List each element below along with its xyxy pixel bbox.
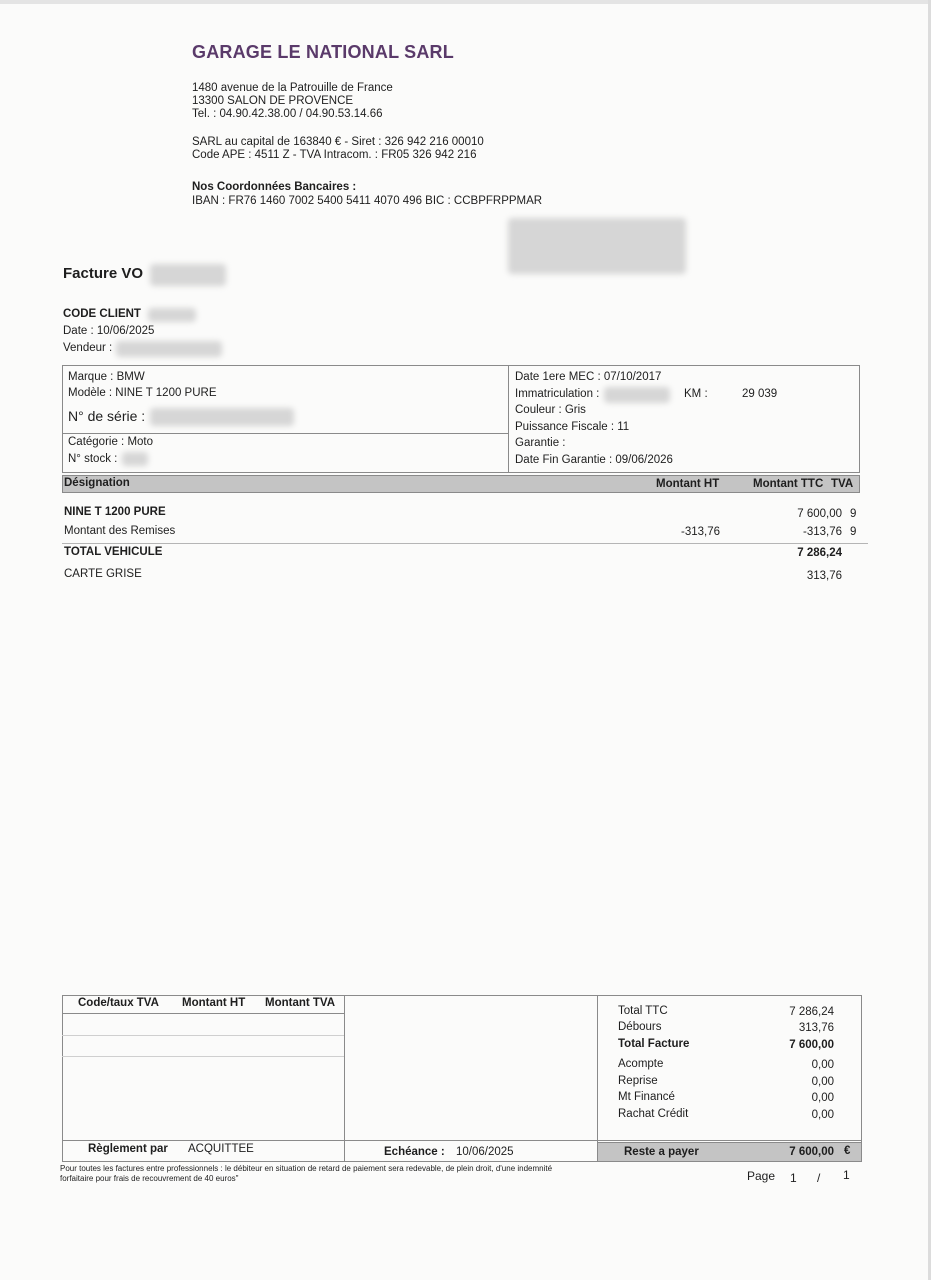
vehicle-garantie: Garantie : <box>515 437 566 449</box>
total-label: Total TTC <box>618 1005 668 1017</box>
line-ttc: -313,76 <box>802 526 842 538</box>
tva-row-line <box>62 1056 344 1057</box>
total-label: Rachat Crédit <box>618 1108 689 1120</box>
vehicle-km-label: KM : <box>684 388 708 400</box>
line-designation: TOTAL VEHICULE <box>64 546 163 558</box>
reste-value: 7 600,00 <box>789 1146 834 1158</box>
line-ttc: 313,76 <box>806 570 842 582</box>
tva-header-line <box>62 1013 344 1014</box>
vehicle-modele: Modèle : NINE T 1200 PURE <box>68 387 217 399</box>
vehicle-box-divider <box>508 365 509 473</box>
vehicle-box-separator <box>62 433 508 434</box>
vehicle-couleur: Couleur : Gris <box>515 404 586 416</box>
header-designation: Désignation <box>64 477 130 489</box>
tva-row-line <box>62 1035 344 1036</box>
total-value: 0,00 <box>811 1059 834 1071</box>
reste-label: Reste a payer <box>624 1146 699 1158</box>
legal-note-2: forfaitaire pour frais de recouvrement de 40 euros" <box>60 1174 239 1183</box>
vehicle-km-value: 29 039 <box>742 388 778 400</box>
redacted-stock <box>122 452 148 466</box>
redacted-client-code <box>148 308 196 322</box>
vendeur-label: Vendeur : <box>63 342 113 354</box>
total-label: Débours <box>618 1021 662 1033</box>
company-phone: Tel. : 04.90.42.38.00 / 04.90.53.14.66 <box>192 108 383 120</box>
vehicle-puissance: Puissance Fiscale : 11 <box>515 421 630 433</box>
company-legal-2: Code APE : 4511 Z - TVA Intracom. : FR05 326 942 216 <box>192 149 477 161</box>
tva-header-code: Code/taux TVA <box>78 997 159 1009</box>
footer-divider-2 <box>597 995 598 1162</box>
total-value: 7 286,24 <box>789 1006 834 1018</box>
company-name: GARAGE LE NATIONAL SARL <box>192 42 454 62</box>
footer-bottom-line <box>62 1140 862 1141</box>
redacted-immat <box>604 387 670 403</box>
footer-summary-box <box>62 995 862 1162</box>
line-designation: NINE T 1200 PURE <box>64 506 166 518</box>
bank-details: IBAN : FR76 1460 7002 5400 5411 4070 496 BIC : CCBPFRPPMAR <box>192 195 543 207</box>
line-ttc: 7 600,00 <box>797 508 842 520</box>
invoice-date: Date : 10/06/2025 <box>63 325 155 337</box>
echeance-label: Echéance : <box>384 1146 445 1158</box>
header-tva: TVA <box>831 478 854 490</box>
page-total: 1 <box>843 1168 850 1182</box>
reglement-value: ACQUITTEE <box>188 1143 254 1155</box>
company-address-2: 13300 SALON DE PROVENCE <box>192 95 354 107</box>
redacted-invoice-number <box>150 264 226 286</box>
total-separator <box>62 543 868 544</box>
line-designation: CARTE GRISE <box>64 568 142 580</box>
vehicle-immat-label: Immatriculation : <box>515 388 600 400</box>
page-number: 1 <box>790 1171 797 1185</box>
header-montant-ttc: Montant TTC <box>753 478 824 490</box>
total-label: Acompte <box>618 1058 664 1070</box>
vehicle-fin-garantie: Date Fin Garantie : 09/06/2026 <box>515 454 673 466</box>
total-label: Total Facture <box>618 1038 690 1050</box>
page-separator: / <box>817 1171 821 1185</box>
invoice-title: Facture VO <box>63 265 144 282</box>
lines-header-bar <box>62 475 860 493</box>
line-tva: 9 <box>850 508 857 520</box>
total-value: 0,00 <box>811 1092 834 1104</box>
vehicle-stock: N° stock : <box>68 453 118 465</box>
company-legal-1: SARL au capital de 163840 € - Siret : 326 942 216 00010 <box>192 136 484 148</box>
total-value: 0,00 <box>811 1109 834 1121</box>
redacted-vendeur <box>116 341 222 357</box>
total-value: 7 600,00 <box>789 1039 834 1051</box>
vehicle-marque: Marque : BMW <box>68 371 145 383</box>
tva-header-tva: Montant TVA <box>265 997 336 1009</box>
tva-header-ht: Montant HT <box>182 997 246 1009</box>
scan-top-edge <box>0 0 931 4</box>
total-value: 313,76 <box>798 1022 834 1034</box>
echeance-value: 10/06/2025 <box>456 1146 514 1158</box>
line-tva: 9 <box>850 526 857 538</box>
total-label: Mt Financé <box>618 1091 675 1103</box>
header-montant-ht: Montant HT <box>656 478 720 490</box>
code-client-label: CODE CLIENT <box>63 308 141 320</box>
reglement-label: Règlement par <box>88 1143 168 1155</box>
total-label: Reprise <box>618 1075 658 1087</box>
redacted-serial <box>150 408 294 426</box>
line-ttc: 7 286,24 <box>797 547 842 559</box>
vehicle-categorie: Catégorie : Moto <box>68 436 154 448</box>
legal-note-1: Pour toutes les factures entre professionnels : le débiteur en situation de retard de paiement sera redevable, de plein droit, d'une indemnité <box>60 1164 553 1173</box>
page-label: Page <box>747 1169 776 1183</box>
redacted-recipient <box>508 218 686 274</box>
reste-currency: € <box>844 1145 851 1157</box>
vehicle-serie-label: N° de série : <box>68 408 146 424</box>
bank-title: Nos Coordonnées Bancaires : <box>192 181 357 193</box>
vehicle-date-mec: Date 1ere MEC : 07/10/2017 <box>515 371 662 383</box>
line-ht: -313,76 <box>680 526 720 538</box>
footer-divider-1 <box>344 995 345 1162</box>
company-address-1: 1480 avenue de la Patrouille de France <box>192 82 393 94</box>
line-designation: Montant des Remises <box>64 525 176 537</box>
total-value: 0,00 <box>811 1076 834 1088</box>
